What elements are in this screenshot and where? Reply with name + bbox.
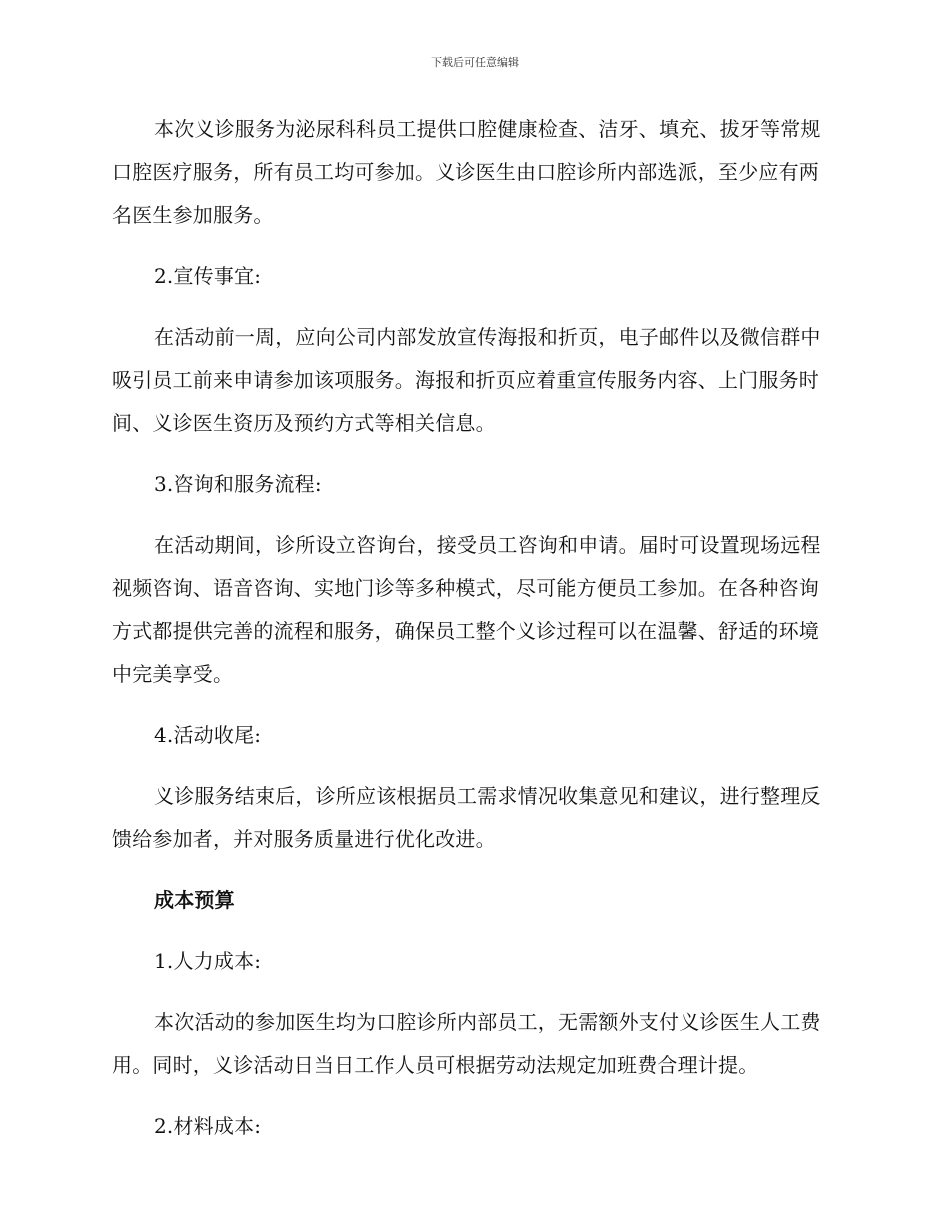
paragraph-publicity: 在活动前一周，应向公司内部发放宣传海报和折页，电子邮件以及微信群中吸引员工前来申请参加该项服务。海报和折页应着重宣传服务内容、上门服务时间、义诊医生资历及预约方式等相关信息。 (112, 325, 821, 435)
page-header: 下载后可任意编辑 (431, 56, 519, 69)
item-publicity-heading: 2.宣传事宜: (154, 264, 262, 288)
section-heading-budget: 成本预算 (154, 888, 235, 912)
paragraph-closing: 义诊服务结束后，诊所应该根据员工需求情况收集意见和建议，进行整理反馈给参加者，并对服务质量进行优化改进。 (112, 784, 821, 851)
item-material-cost-heading: 2.材料成本: (154, 1114, 262, 1138)
document-body (112, 108, 838, 1148)
paragraph-labor-cost: 本次活动的参加医生均为口腔诊所内部员工，无需额外支付义诊医生人工费用。同时，义诊活动日当日工作人员可根据劳动法规定加班费合理计提。 (112, 1010, 821, 1077)
item-closing-heading: 4.活动收尾: (154, 723, 262, 747)
paragraph-consultation: 在活动期间，诊所设立咨询台，接受员工咨询和申请。届时可设置现场远程视频咨询、语音咨询、实地门诊等多种模式，尽可能方便员工参加。在各种咨询方式都提供完善的流程和服务，确保员工整个义诊过程可以在温馨、舒适的环境中完美享受。 (112, 533, 821, 686)
item-labor-cost-heading: 1.人力成本: (154, 949, 262, 973)
item-consultation-heading: 3.咨询和服务流程: (154, 472, 322, 496)
paragraph-service-scope: 本次义诊服务为泌尿科科员工提供口腔健康检查、洁牙、填充、拔牙等常规口腔医疗服务，所有员工均可参加。义诊医生由口腔诊所内部选派，至少应有两名医生参加服务。 (112, 117, 821, 227)
